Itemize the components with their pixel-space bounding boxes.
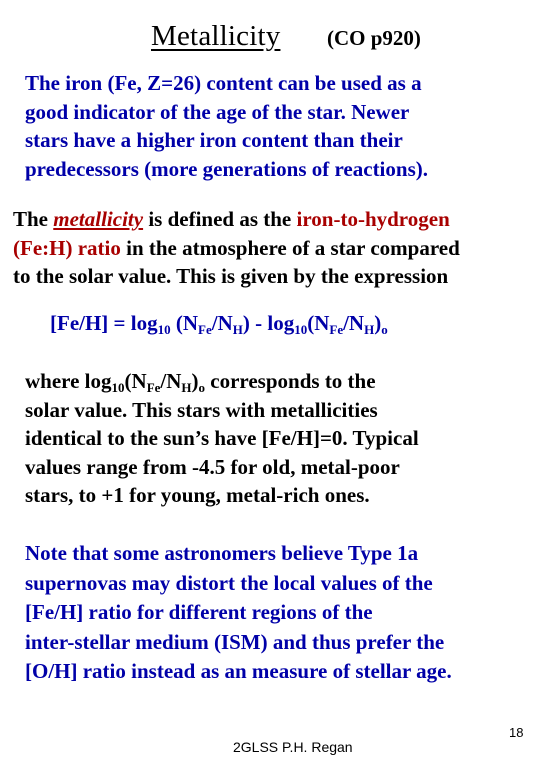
explanation-line: identical to the sun’s have [Fe/H]=0. Typical [25,426,419,450]
formula-subscript: 10 [111,380,125,395]
explanation-text: ) [191,369,199,393]
note-line: [Fe/H] ratio for different regions of the [25,600,373,624]
intro-line: good indicator of the age of the star. Newer [25,99,410,124]
formula-text: (N [170,311,199,335]
metallicity-term: metallicity [53,207,144,231]
note-line: inter-stellar medium (ISM) and thus prefer the [25,629,445,654]
page-number: 18 [509,725,524,740]
formula-subscript: Fe [329,322,344,337]
note-paragraph [25,539,530,687]
footer-label: 2GLSS P.H. Regan [233,739,353,755]
reference-label: (CO p920) [327,26,421,50]
explanation-text: corresponds to the [205,369,376,393]
intro-line: predecessors (more generations of reactions). [25,156,428,181]
explanation-line: solar value. This stars with metallicities [25,397,378,422]
definition-paragraph [13,205,533,291]
note-line: [O/H] ratio instead as an measure of stellar age. [25,659,452,683]
formula-text: ) [374,311,382,335]
formula-subscript: o [198,380,206,395]
definition-text: in the atmosphere of a star compared [120,235,460,260]
definition-line-2 [13,234,533,263]
formula-subscript: Fe [146,380,161,395]
formula-subscript: H [181,380,192,395]
iron-to-hydrogen-highlight: iron-to-hydrogen [296,207,450,231]
formula-subscript: 10 [294,322,308,337]
formula-text: /N [343,311,365,335]
formula-text: (N [307,311,330,335]
explanation-text: where log [25,369,112,393]
definition-line-3: to the solar value. This is given by the expression [13,264,449,288]
note-line: Note that some astronomers believe Type 1a [25,541,419,565]
metallicity-formula [50,311,388,336]
note-line: supernovas may distort the local values of the [25,570,433,595]
formula-subscript: 10 [157,322,171,337]
definition-text: is defined as the [143,207,297,231]
intro-paragraph [25,69,525,183]
explanation-line: values range from -4.5 for old, metal-poor [25,454,400,479]
explanation-paragraph [25,367,530,510]
intro-line: stars have a higher iron content than their [25,128,403,152]
definition-line-1 [13,205,533,234]
fe-h-ratio-highlight: (Fe:H) ratio [13,235,121,260]
formula-subscript: H [364,322,375,337]
slide-title: Metallicity [151,20,281,52]
explanation-text: (N [124,369,147,393]
intro-line: The iron (Fe, Z=26) content can be used as a [25,71,422,95]
formula-subscript: o [381,322,388,337]
formula-text: ) - log [242,311,295,335]
formula-subscript: H [232,322,243,337]
definition-text: The [13,207,54,231]
explanation-text: /N [160,369,182,393]
explanation-line-1 [25,367,530,396]
explanation-line: stars, to +1 for young, metal-rich ones. [25,483,370,507]
formula-text: /N [211,311,233,335]
formula-subscript: Fe [198,322,212,337]
formula-text: [Fe/H] = log [50,311,158,335]
